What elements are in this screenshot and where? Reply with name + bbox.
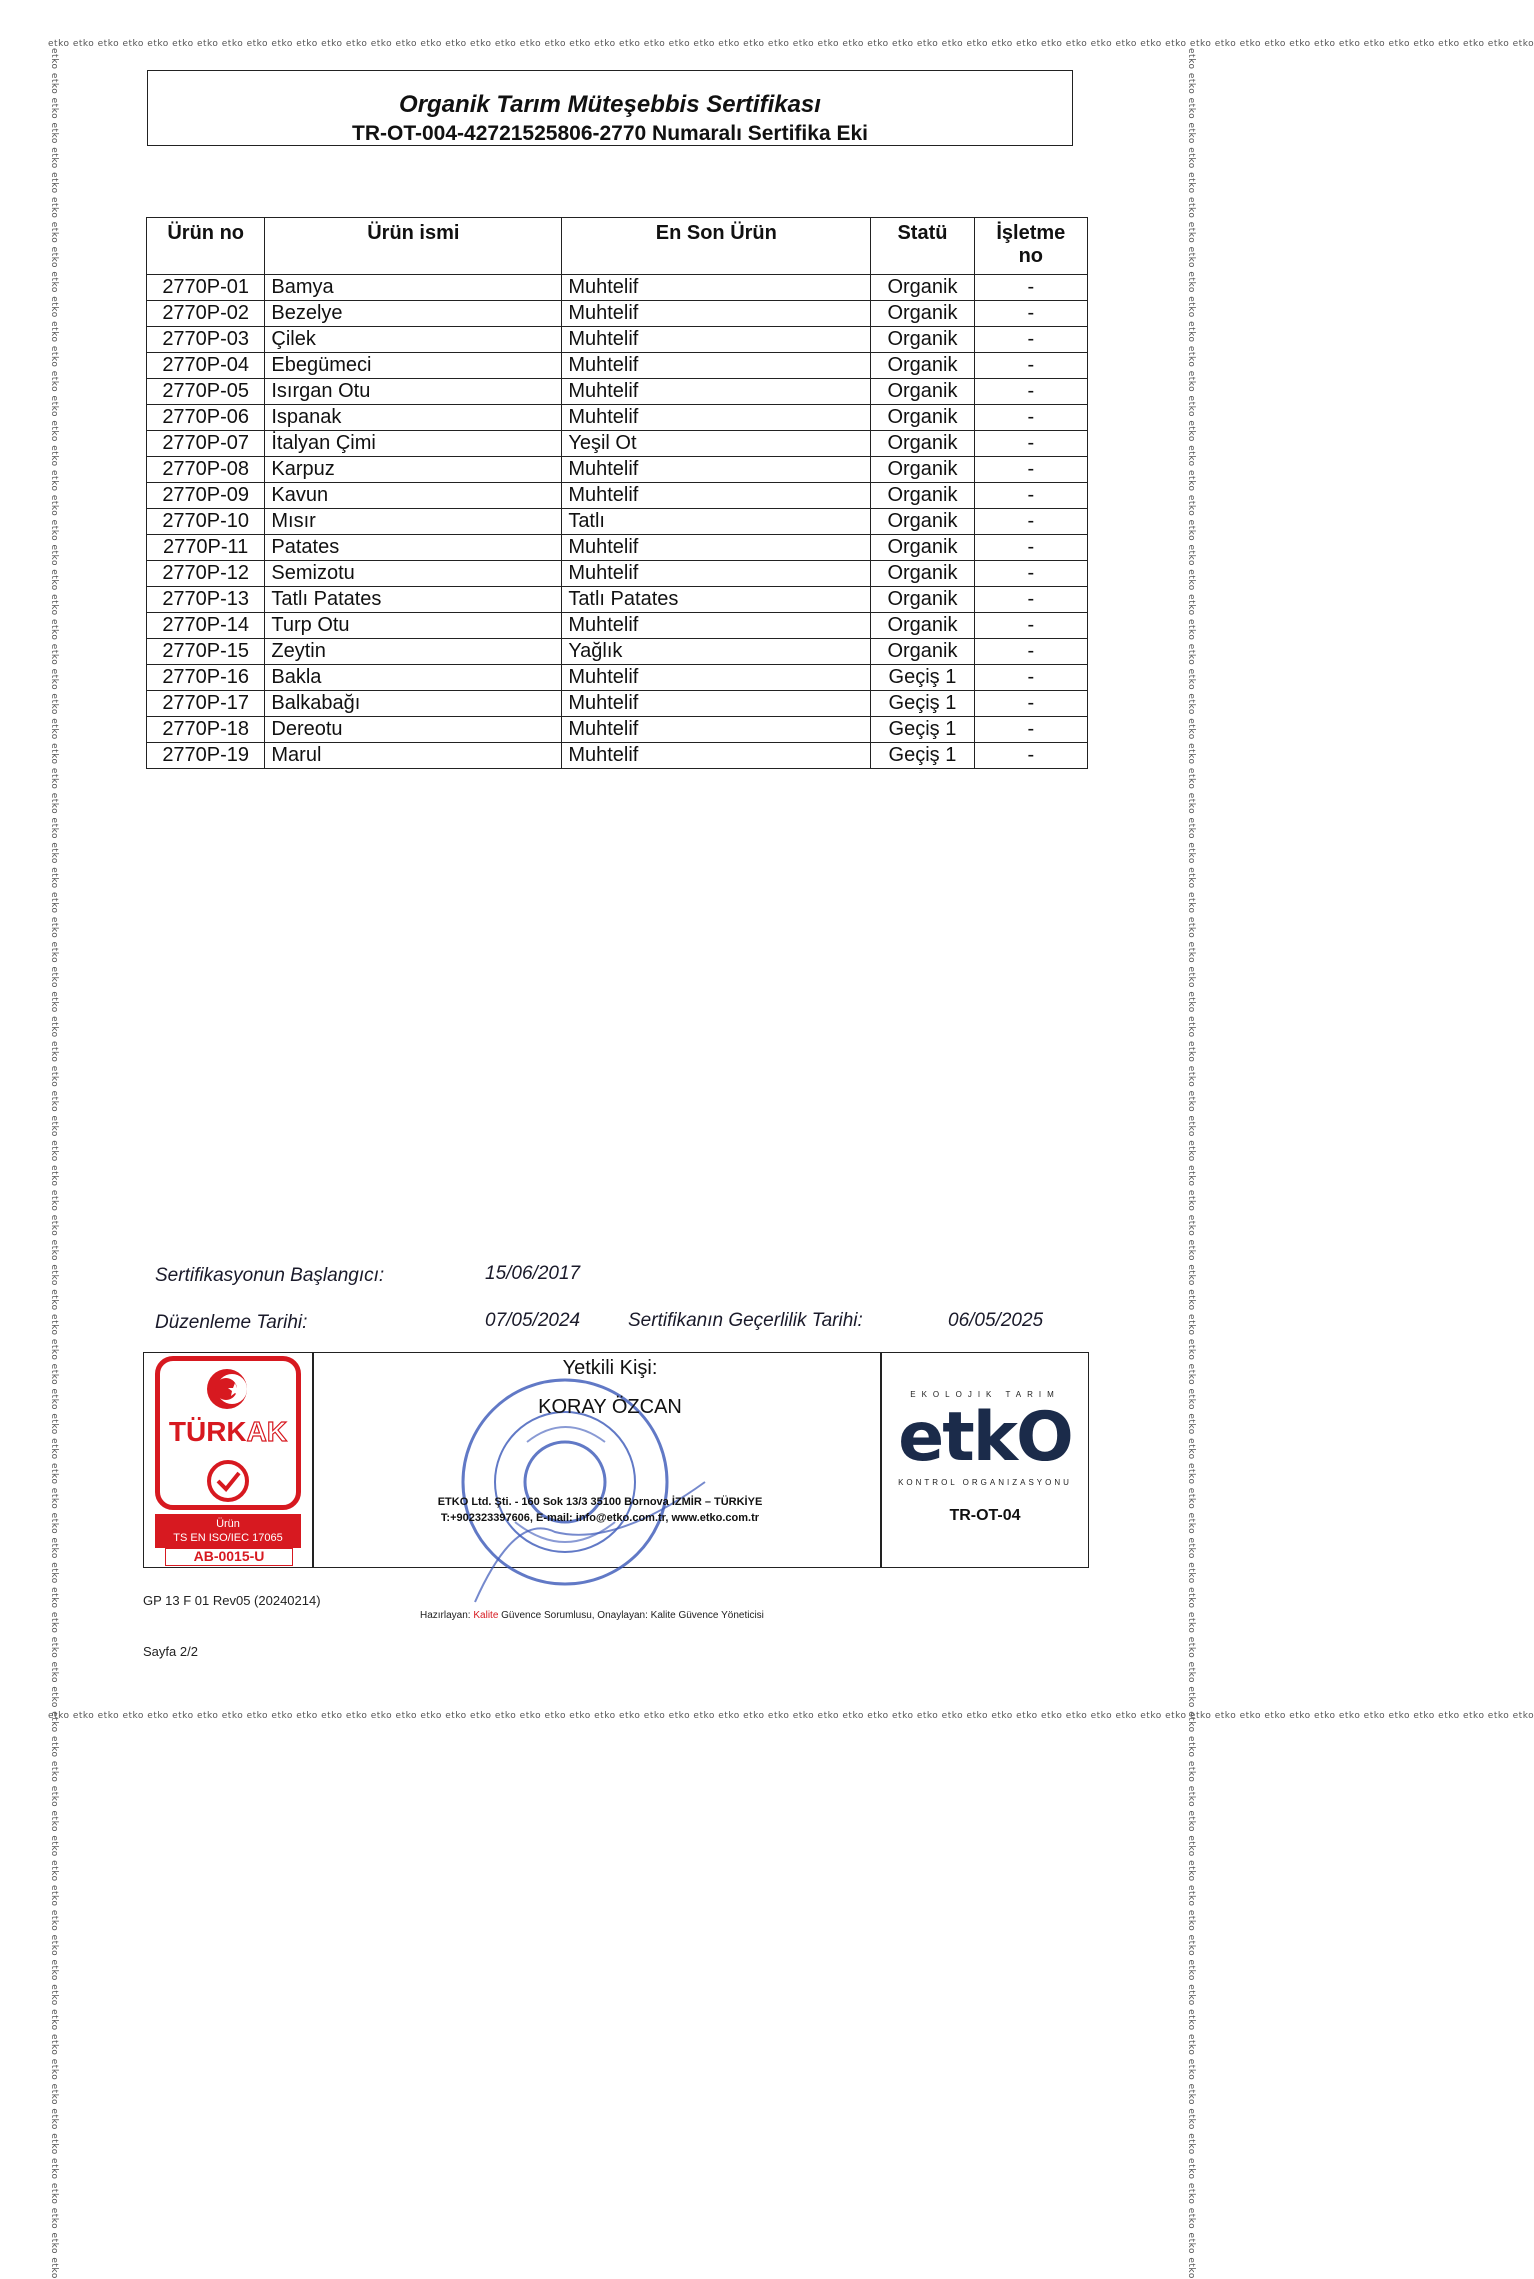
start-date-value: 15/06/2017 bbox=[485, 1263, 581, 1284]
etko-top-text: EKOLOJIK TARIM bbox=[910, 1390, 1060, 1399]
prepared-a: Hazırlayan: bbox=[420, 1610, 474, 1621]
cell-final-product: Muhtelif bbox=[562, 483, 871, 509]
cell-status: Organik bbox=[871, 275, 974, 301]
cell-product-name: Kavun bbox=[265, 483, 562, 509]
etko-logo: etkO bbox=[898, 1398, 1072, 1477]
cell-operation-no: - bbox=[974, 353, 1087, 379]
cell-product-name: Marul bbox=[265, 743, 562, 769]
company-contact: T:+902323397606, E-mail: info@etko.com.tr, www.etko.com.tr bbox=[440, 1512, 760, 1524]
cell-product-no: 2770P-09 bbox=[147, 483, 265, 509]
authorized-person-name: KORAY ÖZCAN bbox=[538, 1396, 682, 1418]
cell-final-product: Muhtelif bbox=[562, 717, 871, 743]
cell-status: Organik bbox=[871, 379, 974, 405]
cell-product-name: Bamya bbox=[265, 275, 562, 301]
document-title: Organik Tarım Müteşebbis Sertifikası bbox=[399, 91, 821, 118]
cell-operation-no: - bbox=[974, 483, 1087, 509]
table-header-row bbox=[147, 218, 1088, 275]
cell-operation-no: - bbox=[974, 639, 1087, 665]
table-row bbox=[147, 379, 1088, 405]
table-row bbox=[147, 691, 1088, 717]
box-divider-right bbox=[880, 1352, 882, 1568]
cell-product-name: İtalyan Çimi bbox=[265, 431, 562, 457]
header-box bbox=[147, 70, 1073, 146]
cell-operation-no: - bbox=[974, 327, 1087, 353]
cell-product-no: 2770P-11 bbox=[147, 535, 265, 561]
table-row bbox=[147, 327, 1088, 353]
cell-final-product: Muhtelif bbox=[562, 301, 871, 327]
cell-product-no: 2770P-04 bbox=[147, 353, 265, 379]
cell-operation-no: - bbox=[974, 509, 1087, 535]
checkmark-icon bbox=[205, 1458, 251, 1504]
cell-product-name: Bezelye bbox=[265, 301, 562, 327]
table-row bbox=[147, 561, 1088, 587]
cell-product-name: Bakla bbox=[265, 665, 562, 691]
prepared-b: Güvence Sorumlusu, Onaylayan: Kalite Güvence Yöneticisi bbox=[498, 1610, 764, 1621]
header-product-no: Ürün no bbox=[147, 218, 265, 275]
table-row bbox=[147, 457, 1088, 483]
cell-final-product: Muhtelif bbox=[562, 665, 871, 691]
cell-final-product: Muhtelif bbox=[562, 561, 871, 587]
cell-final-product: Muhtelif bbox=[562, 457, 871, 483]
table-row bbox=[147, 301, 1088, 327]
header-final-product: En Son Ürün bbox=[562, 218, 871, 275]
cell-product-name: Turp Otu bbox=[265, 613, 562, 639]
cell-final-product: Muhtelif bbox=[562, 379, 871, 405]
start-date-label: Sertifikasyonun Başlangıcı: bbox=[155, 1265, 385, 1286]
cell-final-product: Yağlık bbox=[562, 639, 871, 665]
cell-operation-no: - bbox=[974, 405, 1087, 431]
cell-status: Geçiş 1 bbox=[871, 665, 974, 691]
header-operation-no bbox=[974, 218, 1087, 275]
cell-product-no: 2770P-18 bbox=[147, 717, 265, 743]
cell-product-name: Dereotu bbox=[265, 717, 562, 743]
header-operation-line2: no bbox=[1018, 245, 1044, 267]
issue-date-label: Düzenleme Tarihi: bbox=[155, 1312, 308, 1333]
cell-operation-no: - bbox=[974, 431, 1087, 457]
cell-product-name: Semizotu bbox=[265, 561, 562, 587]
cell-status: Organik bbox=[871, 327, 974, 353]
cell-status: Organik bbox=[871, 301, 974, 327]
turkak-word-b: AK bbox=[246, 1416, 288, 1447]
cell-product-name: Tatlı Patates bbox=[265, 587, 562, 613]
cell-status: Organik bbox=[871, 613, 974, 639]
turkak-code: AB-0015-U bbox=[165, 1548, 293, 1566]
turkak-line1: Ürün bbox=[216, 1518, 240, 1530]
cell-product-name: Karpuz bbox=[265, 457, 562, 483]
cell-operation-no: - bbox=[974, 717, 1087, 743]
cell-final-product: Muhtelif bbox=[562, 405, 871, 431]
etko-code: TR-OT-04 bbox=[949, 1507, 1021, 1524]
cell-operation-no: - bbox=[974, 587, 1087, 613]
table-row bbox=[147, 275, 1088, 301]
cell-status: Organik bbox=[871, 509, 974, 535]
cell-operation-no: - bbox=[974, 379, 1087, 405]
cell-product-no: 2770P-13 bbox=[147, 587, 265, 613]
product-table bbox=[146, 217, 1088, 769]
table-row bbox=[147, 613, 1088, 639]
header-status: Statü bbox=[871, 218, 974, 275]
cell-final-product: Tatlı bbox=[562, 509, 871, 535]
table-row bbox=[147, 535, 1088, 561]
validity-date-value: 06/05/2025 bbox=[948, 1310, 1044, 1331]
cell-product-name: Mısır bbox=[265, 509, 562, 535]
table-row bbox=[147, 431, 1088, 457]
cell-product-name: Balkabağı bbox=[265, 691, 562, 717]
cell-final-product: Muhtelif bbox=[562, 275, 871, 301]
table-row bbox=[147, 483, 1088, 509]
cell-operation-no: - bbox=[974, 561, 1087, 587]
cell-status: Organik bbox=[871, 483, 974, 509]
issue-date-value: 07/05/2024 bbox=[485, 1310, 581, 1331]
table-row bbox=[147, 587, 1088, 613]
cell-product-name: Zeytin bbox=[265, 639, 562, 665]
cell-product-no: 2770P-07 bbox=[147, 431, 265, 457]
cell-operation-no: - bbox=[974, 743, 1087, 769]
table-row bbox=[147, 743, 1088, 769]
cell-operation-no: - bbox=[974, 613, 1087, 639]
cell-final-product: Muhtelif bbox=[562, 691, 871, 717]
cell-final-product: Muhtelif bbox=[562, 535, 871, 561]
cell-final-product: Muhtelif bbox=[562, 743, 871, 769]
border-bottom-pattern: etko etko etko etko etko etko etko etko etko etko etko etko etko etko etko etko etko etko etko etko etko etko etko etko etko etko etko etko etko etko etko etko etko etko etko etko etko etko etko etko etko etko etko etko etko etko etko etko etko etko etko etko etko etko etko etko etko etko etko etko bbox=[48, 1711, 1534, 1721]
cell-status: Organik bbox=[871, 587, 974, 613]
crescent-star-icon bbox=[204, 1366, 250, 1412]
cell-product-no: 2770P-01 bbox=[147, 275, 265, 301]
cell-status: Organik bbox=[871, 457, 974, 483]
turkak-word-a: TÜRK bbox=[168, 1416, 247, 1447]
cell-product-no: 2770P-16 bbox=[147, 665, 265, 691]
cell-status: Organik bbox=[871, 431, 974, 457]
cell-product-name: Isırgan Otu bbox=[265, 379, 562, 405]
cell-operation-no: - bbox=[974, 535, 1087, 561]
cell-product-no: 2770P-06 bbox=[147, 405, 265, 431]
cell-operation-no: - bbox=[974, 665, 1087, 691]
cell-product-no: 2770P-08 bbox=[147, 457, 265, 483]
cell-status: Geçiş 1 bbox=[871, 691, 974, 717]
cell-status: Organik bbox=[871, 639, 974, 665]
cell-product-no: 2770P-05 bbox=[147, 379, 265, 405]
cell-final-product: Muhtelif bbox=[562, 327, 871, 353]
turkak-wordmark bbox=[153, 1416, 303, 1448]
header-operation-line1: İşletme bbox=[996, 222, 1066, 244]
company-address: ETKO Ltd. Şti. - 160 Sok 13/3 35100 Bornova İZMİR – TÜRKİYE bbox=[437, 1496, 763, 1508]
cell-product-no: 2770P-02 bbox=[147, 301, 265, 327]
cell-status: Organik bbox=[871, 561, 974, 587]
cell-final-product: Muhtelif bbox=[562, 613, 871, 639]
cell-product-no: 2770P-10 bbox=[147, 509, 265, 535]
cell-product-name: Ebegümeci bbox=[265, 353, 562, 379]
document-subtitle: TR-OT-004-42721525806-2770 Numaralı Sertifika Eki bbox=[352, 122, 868, 145]
prepared-red: Kalite bbox=[473, 1610, 499, 1621]
table-row bbox=[147, 353, 1088, 379]
turkak-line2: TS EN ISO/IEC 17065 bbox=[173, 1532, 283, 1544]
cell-product-no: 2770P-12 bbox=[147, 561, 265, 587]
table-row bbox=[147, 405, 1088, 431]
cell-status: Organik bbox=[871, 405, 974, 431]
table-row bbox=[147, 639, 1088, 665]
authorized-person-label: Yetkili Kişi: bbox=[562, 1357, 658, 1379]
cell-status: Organik bbox=[871, 353, 974, 379]
border-left-pattern: etko etko etko etko etko etko etko etko etko etko etko etko etko etko etko etko etko etko etko etko etko etko etko etko etko etko etko etko etko etko etko etko etko etko etko etko etko etko etko etko etko etko etko etko etko etko etko etko etko etko etko etko etko etko etko etko etko etko etko etko etko etko etko etko etko etko etko etko etko etko etko etko etko etko etko etko etko etko etko etko etko etko etko etko etko etko etko etko etko etko bbox=[49, 48, 59, 2279]
cell-product-no: 2770P-15 bbox=[147, 639, 265, 665]
prepared-by-note bbox=[420, 1610, 764, 1621]
turkak-accreditation-logo bbox=[153, 1356, 303, 1564]
cell-product-no: 2770P-17 bbox=[147, 691, 265, 717]
cell-status: Geçiş 1 bbox=[871, 743, 974, 769]
cell-operation-no: - bbox=[974, 457, 1087, 483]
cell-product-no: 2770P-14 bbox=[147, 613, 265, 639]
cell-status: Organik bbox=[871, 535, 974, 561]
border-right-pattern: etko etko etko etko etko etko etko etko etko etko etko etko etko etko etko etko etko etko etko etko etko etko etko etko etko etko etko etko etko etko etko etko etko etko etko etko etko etko etko etko etko etko etko etko etko etko etko etko etko etko etko etko etko etko etko etko etko etko etko etko etko etko etko etko etko etko etko etko etko etko etko etko etko etko etko etko etko etko etko etko etko etko etko etko etko etko etko etko etko etko bbox=[1186, 48, 1196, 2279]
form-code: GP 13 F 01 Rev05 (20240214) bbox=[143, 1593, 321, 1608]
cell-operation-no: - bbox=[974, 275, 1087, 301]
box-divider-left bbox=[312, 1352, 314, 1568]
cell-operation-no: - bbox=[974, 301, 1087, 327]
cell-product-no: 2770P-03 bbox=[147, 327, 265, 353]
header-product-name: Ürün ismi bbox=[265, 218, 562, 275]
turkak-standard-band bbox=[155, 1514, 301, 1548]
border-top-pattern: etko etko etko etko etko etko etko etko etko etko etko etko etko etko etko etko etko etko etko etko etko etko etko etko etko etko etko etko etko etko etko etko etko etko etko etko etko etko etko etko etko etko etko etko etko etko etko etko etko etko etko etko etko etko etko etko etko etko etko etko bbox=[48, 39, 1534, 49]
cell-product-name: Ispanak bbox=[265, 405, 562, 431]
validity-date-label: Sertifikanın Geçerlilik Tarihi: bbox=[628, 1310, 863, 1331]
page-number: Sayfa 2/2 bbox=[143, 1644, 198, 1659]
cell-product-name: Patates bbox=[265, 535, 562, 561]
table-row bbox=[147, 665, 1088, 691]
table-row bbox=[147, 509, 1088, 535]
table-row bbox=[147, 717, 1088, 743]
cell-product-no: 2770P-19 bbox=[147, 743, 265, 769]
cell-status: Geçiş 1 bbox=[871, 717, 974, 743]
cell-final-product: Yeşil Ot bbox=[562, 431, 871, 457]
cell-final-product: Tatlı Patates bbox=[562, 587, 871, 613]
cell-operation-no: - bbox=[974, 691, 1087, 717]
cell-product-name: Çilek bbox=[265, 327, 562, 353]
cell-final-product: Muhtelif bbox=[562, 353, 871, 379]
etko-bottom-text: KONTROL ORGANIZASYONU bbox=[898, 1478, 1072, 1487]
